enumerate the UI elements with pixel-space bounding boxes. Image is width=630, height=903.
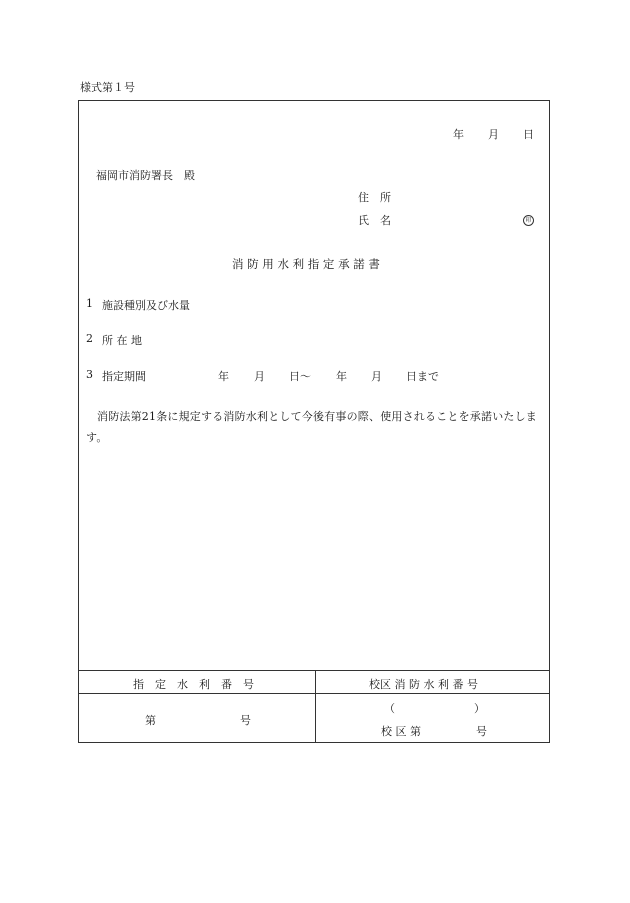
item-2-number: 2 (86, 332, 93, 345)
date-year-label: 年 (453, 128, 464, 141)
period-to-day: 日まで (406, 370, 439, 383)
table-header-rule (78, 693, 550, 694)
item-1-label: 施設種別及び水量 (102, 299, 190, 312)
name-label: 氏 名 (358, 214, 391, 227)
item-3-number: 3 (86, 368, 93, 381)
seal-mark (523, 212, 534, 226)
period-to-month: 月 (371, 370, 382, 383)
addressee: 福岡市消防署長 殿 (96, 169, 195, 182)
address-label: 住 所 (358, 191, 391, 204)
seal-icon: 印 (523, 215, 534, 226)
date-month-label: 月 (488, 128, 499, 141)
period-from-month: 月 (254, 370, 265, 383)
item-3-label: 指定期間 (102, 370, 146, 383)
form-number: 様式第１号 (80, 81, 135, 94)
designated-number-suffix: 号 (240, 714, 251, 727)
table-top-rule (78, 670, 550, 671)
date-day-label: 日 (523, 128, 534, 141)
district-number-prefix: 校 区 第 (381, 725, 421, 738)
district-paren-open: （ (384, 702, 395, 715)
school-district-water-number-header: 校区 消 防 水 利 番 号 (369, 678, 478, 691)
item-2-label: 所 在 地 (102, 334, 142, 347)
item-1-number: 1 (86, 297, 93, 310)
district-paren-close: ） (474, 702, 485, 715)
document-title: 消 防 用 水 利 指 定 承 諾 書 (232, 257, 380, 271)
designated-water-number-header: 指 定 水 利 番 号 (133, 678, 254, 691)
designated-number-prefix: 第 (145, 714, 156, 727)
table-column-divider (315, 670, 316, 743)
district-number-suffix: 号 (476, 725, 487, 738)
consent-paragraph: 消防法第21条に規定する消防水利として今後有事の際、使用されることを承諾いたします。 (86, 410, 537, 444)
period-from-day: 日〜 (289, 370, 311, 383)
period-from-year: 年 (218, 370, 229, 383)
period-to-year: 年 (336, 370, 347, 383)
